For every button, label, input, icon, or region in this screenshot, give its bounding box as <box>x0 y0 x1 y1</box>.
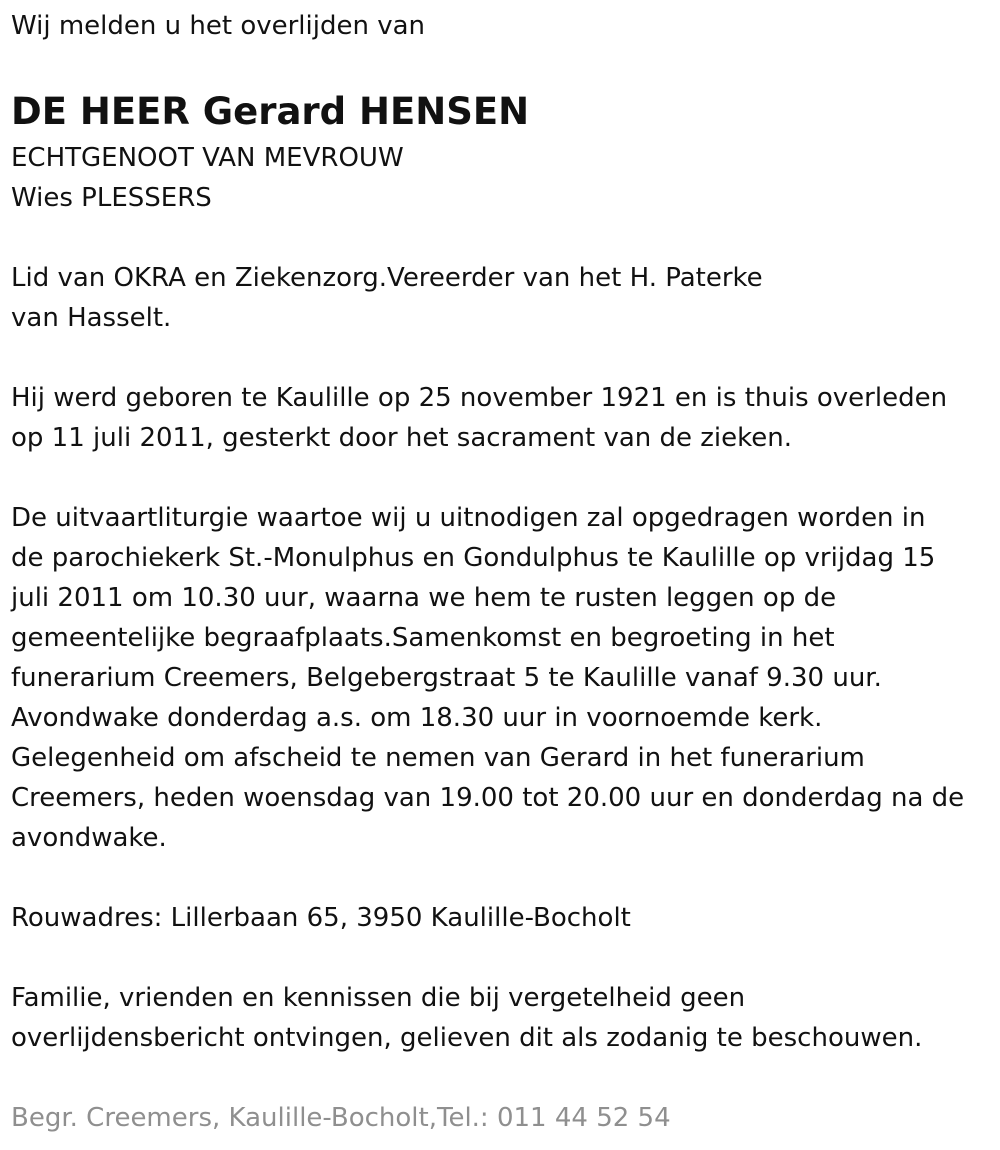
funeral-line: De uitvaartliturgie waartoe wij u uitnodigen zal opgedragen worden in <box>11 503 926 533</box>
funeral-line: avondwake. <box>11 823 167 853</box>
address-block <box>11 898 1000 938</box>
undertaker-signature: Begr. Creemers, Kaulille-Bocholt,Tel.: 011 44 52 54 <box>11 1103 671 1133</box>
funeral-line: juli 2011 om 10.30 uur, waarna we hem te rusten leggen op de <box>11 583 837 613</box>
funeral-line: funerarium Creemers, Belgebergstraat 5 te Kaulille vanaf 9.30 uur. <box>11 663 882 693</box>
funeral-block <box>11 498 1000 858</box>
funeral-line: de parochiekerk St.-Monulphus en Gondulphus te Kaulille op vrijdag 15 <box>11 543 936 573</box>
birth-death-line: op 11 juli 2011, gesterkt door het sacrament van de zieken. <box>11 423 793 453</box>
spouse-line: ECHTGENOOT VAN MEVROUW <box>11 143 404 173</box>
family-note-block <box>11 978 1000 1058</box>
membership-line: Lid van OKRA en Ziekenzorg.Vereerder van het H. Paterke <box>11 263 763 293</box>
family-note-line: Familie, vrienden en kennissen die bij vergetelheid geen <box>11 983 746 1013</box>
spouse-name: Wies PLESSERS <box>11 183 212 213</box>
membership-line: van Hasselt. <box>11 303 172 333</box>
membership-block <box>11 258 1000 338</box>
intro-text: Wij melden u het overlijden van <box>11 11 426 41</box>
birth-death-line: Hij werd geboren te Kaulille op 25 november 1921 en is thuis overleden <box>11 383 948 413</box>
funeral-line: Avondwake donderdag a.s. om 18.30 uur in voornoemde kerk. <box>11 703 823 733</box>
birth-death-block <box>11 378 1000 458</box>
deceased-name: DE HEER Gerard HENSEN <box>11 90 530 133</box>
funeral-line: Creemers, heden woensdag van 19.00 tot 20.00 uur en donderdag na de <box>11 783 965 813</box>
funeral-line: gemeentelijke begraafplaats.Samenkomst en begroeting in het <box>11 623 835 653</box>
spouse-block <box>11 138 1000 218</box>
mourning-address: Rouwadres: Lillerbaan 65, 3950 Kaulille-Bocholt <box>11 903 631 933</box>
family-note-line: overlijdensbericht ontvingen, gelieven dit als zodanig te beschouwen. <box>11 1023 923 1053</box>
funeral-line: Gelegenheid om afscheid te nemen van Gerard in het funerarium <box>11 743 865 773</box>
